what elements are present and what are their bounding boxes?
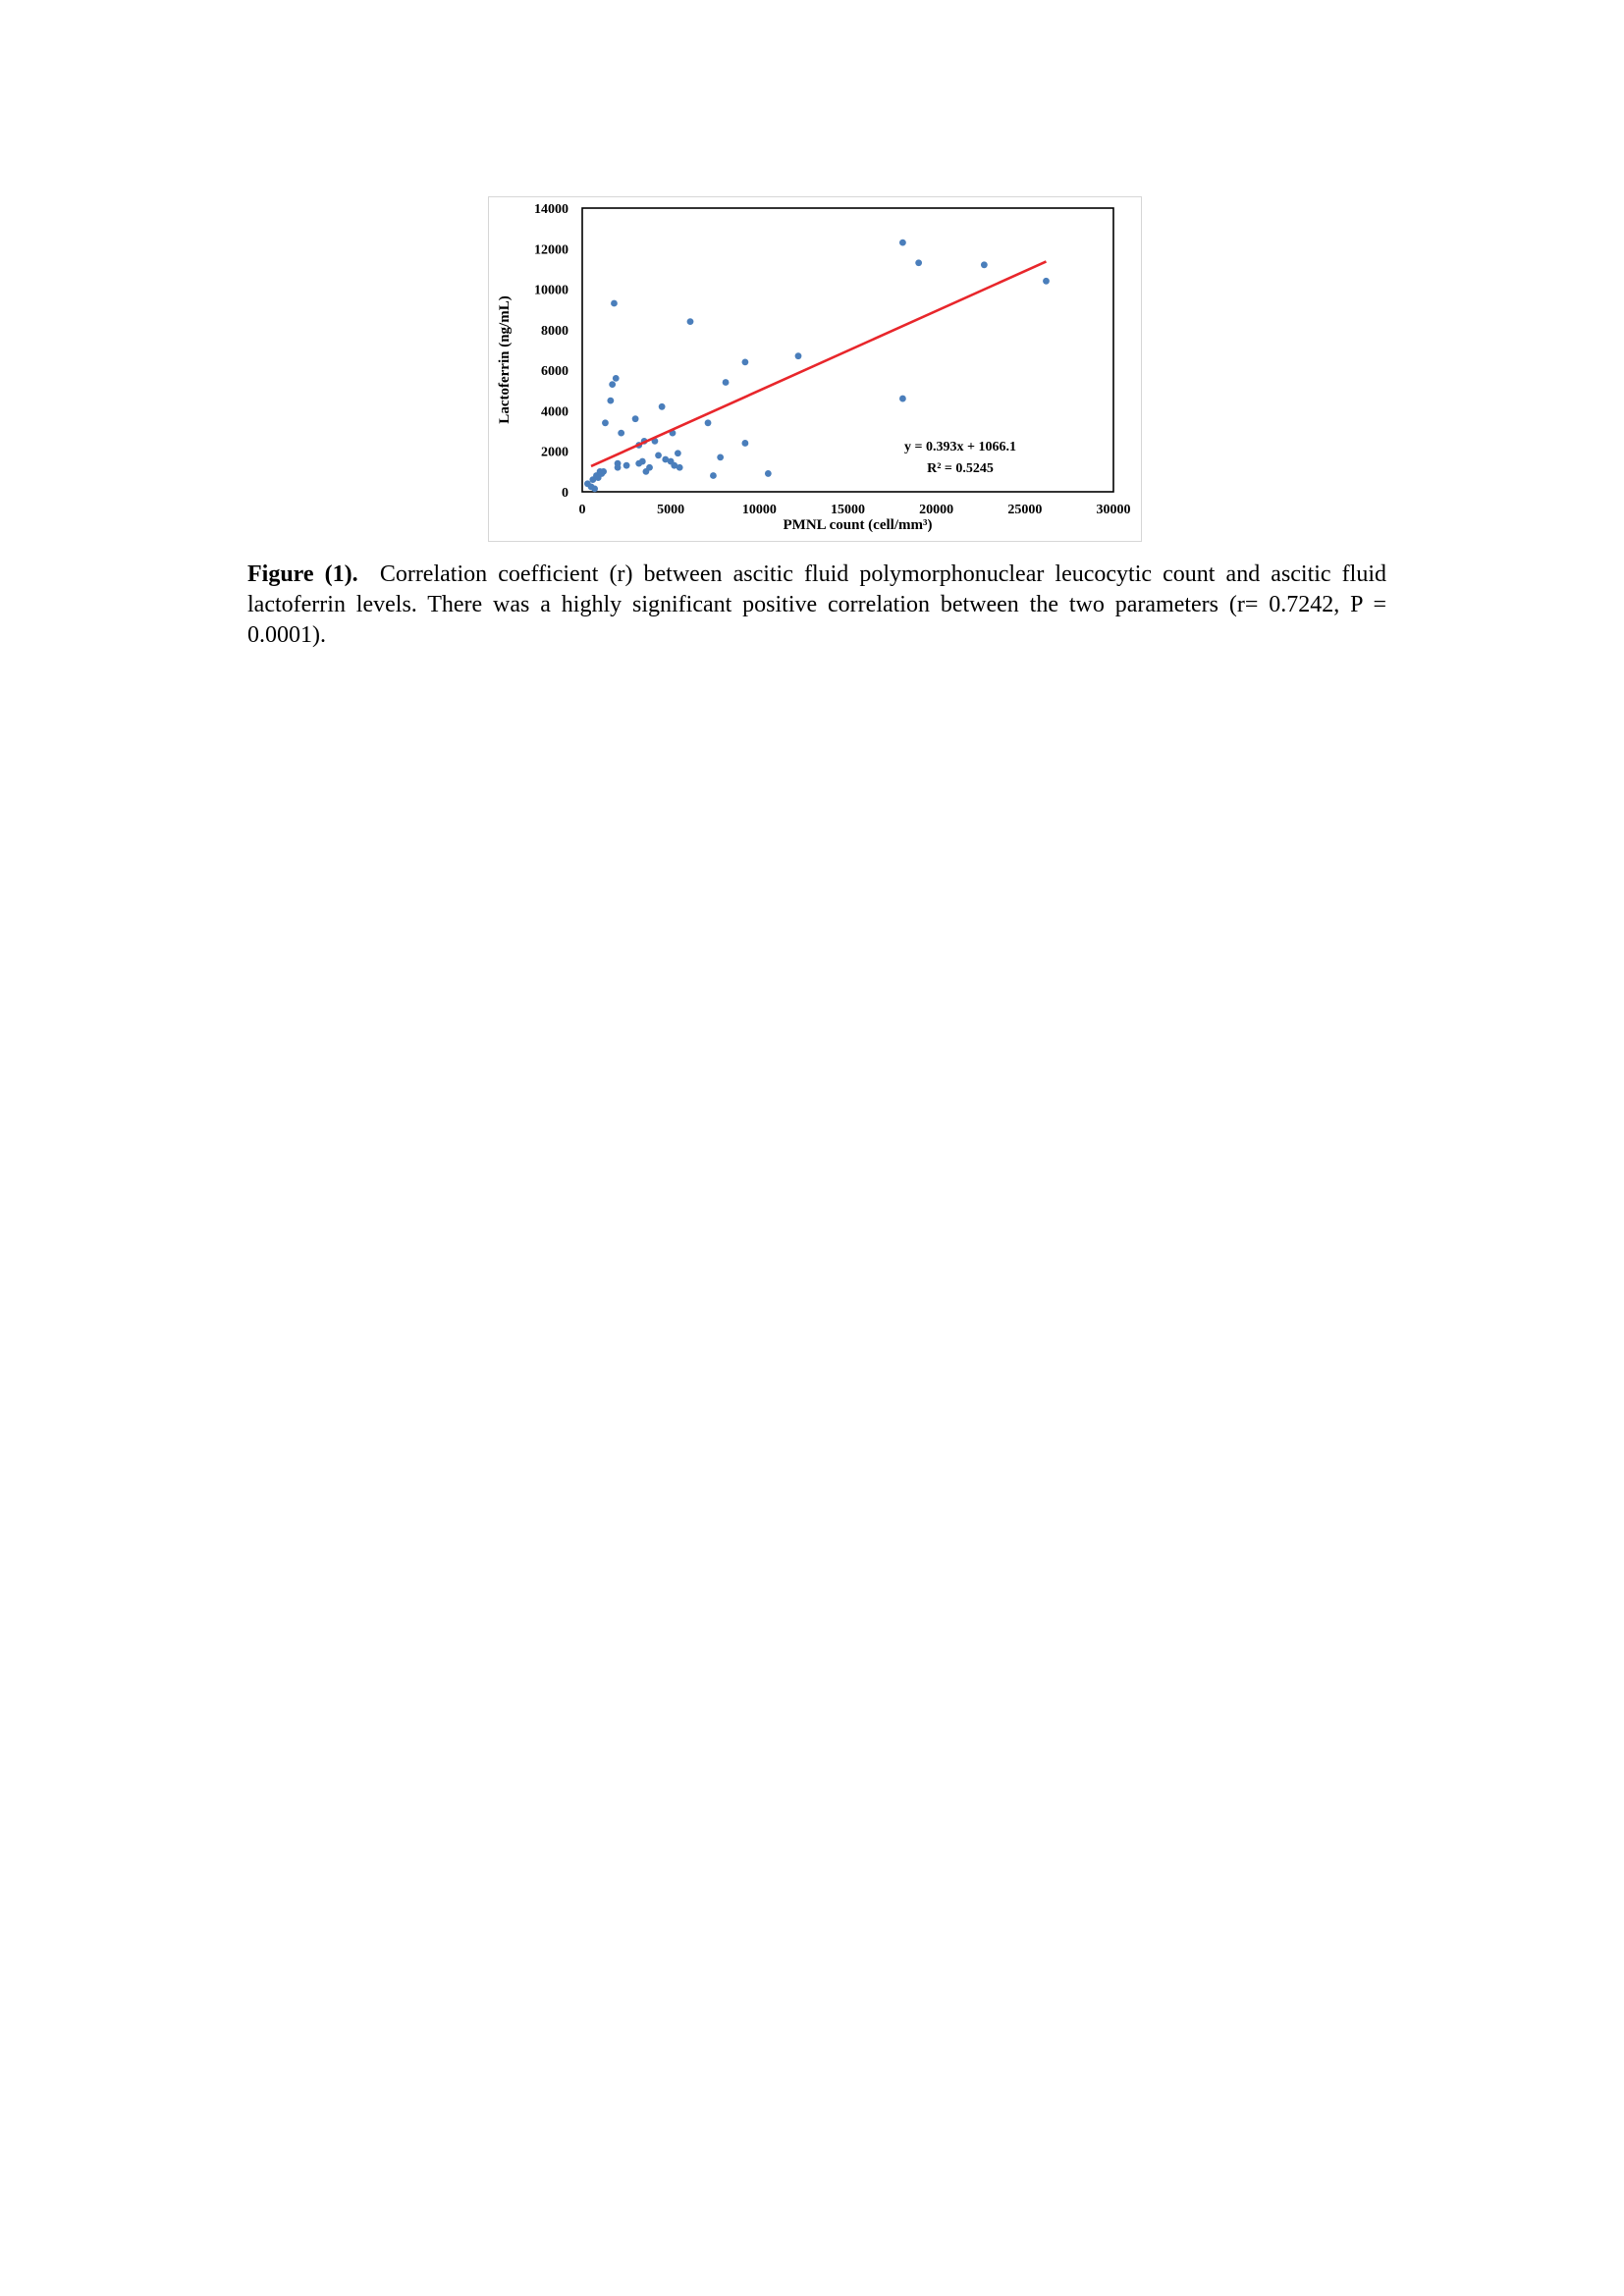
y-axis-ticks [534,202,568,501]
data-point [639,458,646,465]
data-point [742,440,749,447]
data-point [899,240,906,246]
r-squared-label: R² = 0.5245 [927,461,994,476]
data-point [632,415,639,422]
data-point [710,472,717,479]
data-point [1043,278,1050,285]
trendline-equation: y = 0.393x + 1066.1 [904,440,1016,454]
data-point [687,318,694,325]
y-axis-title: Lactoferrin (ng/mL) [497,295,513,424]
x-axis-ticks [579,503,1131,517]
x-tick-label: 5000 [657,503,685,517]
data-point [655,452,662,458]
data-point [623,462,630,469]
data-point [659,403,666,410]
y-tick-label: 6000 [541,364,568,380]
data-point [611,300,618,307]
data-point [615,460,622,467]
x-tick-label: 30000 [1096,503,1131,517]
x-tick-label: 0 [578,503,586,517]
y-tick-label: 12000 [534,242,568,258]
data-point [600,468,607,475]
figure-frame [488,196,1142,542]
scatter-chart [489,197,1141,541]
data-point [591,486,598,493]
data-point [765,470,772,477]
x-tick-label: 15000 [831,503,865,517]
x-tick-label: 10000 [741,503,777,517]
data-point [795,352,802,359]
data-point [915,259,922,266]
data-point [742,358,749,365]
data-point [705,419,712,426]
data-point [981,261,988,268]
data-point [675,450,681,456]
data-point [677,464,683,471]
data-point [618,430,624,437]
y-tick-label: 4000 [541,404,568,420]
figure-caption [247,560,1386,651]
x-tick-label: 20000 [919,503,954,517]
data-point [602,419,609,426]
caption-text: Correlation coefficient (r) between ascitic fluid polymorphonuclear leucocytic count and ascitic fluid lactoferrin levels. There was a highly significant positive correlation between the two parameters (r= 0.7242, P = 0.0001). [247,561,1387,648]
y-tick-label: 14000 [534,202,568,217]
trendline [591,261,1046,465]
data-point [613,375,620,382]
y-tick-label: 2000 [541,445,568,460]
data-point [607,398,614,404]
data-point [717,454,724,461]
x-tick-label: 25000 [1007,503,1043,517]
caption-label: Figure (1). [247,561,358,587]
data-point [723,379,730,386]
y-tick-label: 8000 [541,323,568,339]
y-tick-label: 10000 [534,283,568,298]
data-point [899,396,906,402]
data-point [609,381,616,388]
y-tick-label: 0 [562,486,568,501]
x-axis-title: PMNL count (cell/mm³) [783,517,933,533]
data-point [646,464,653,471]
